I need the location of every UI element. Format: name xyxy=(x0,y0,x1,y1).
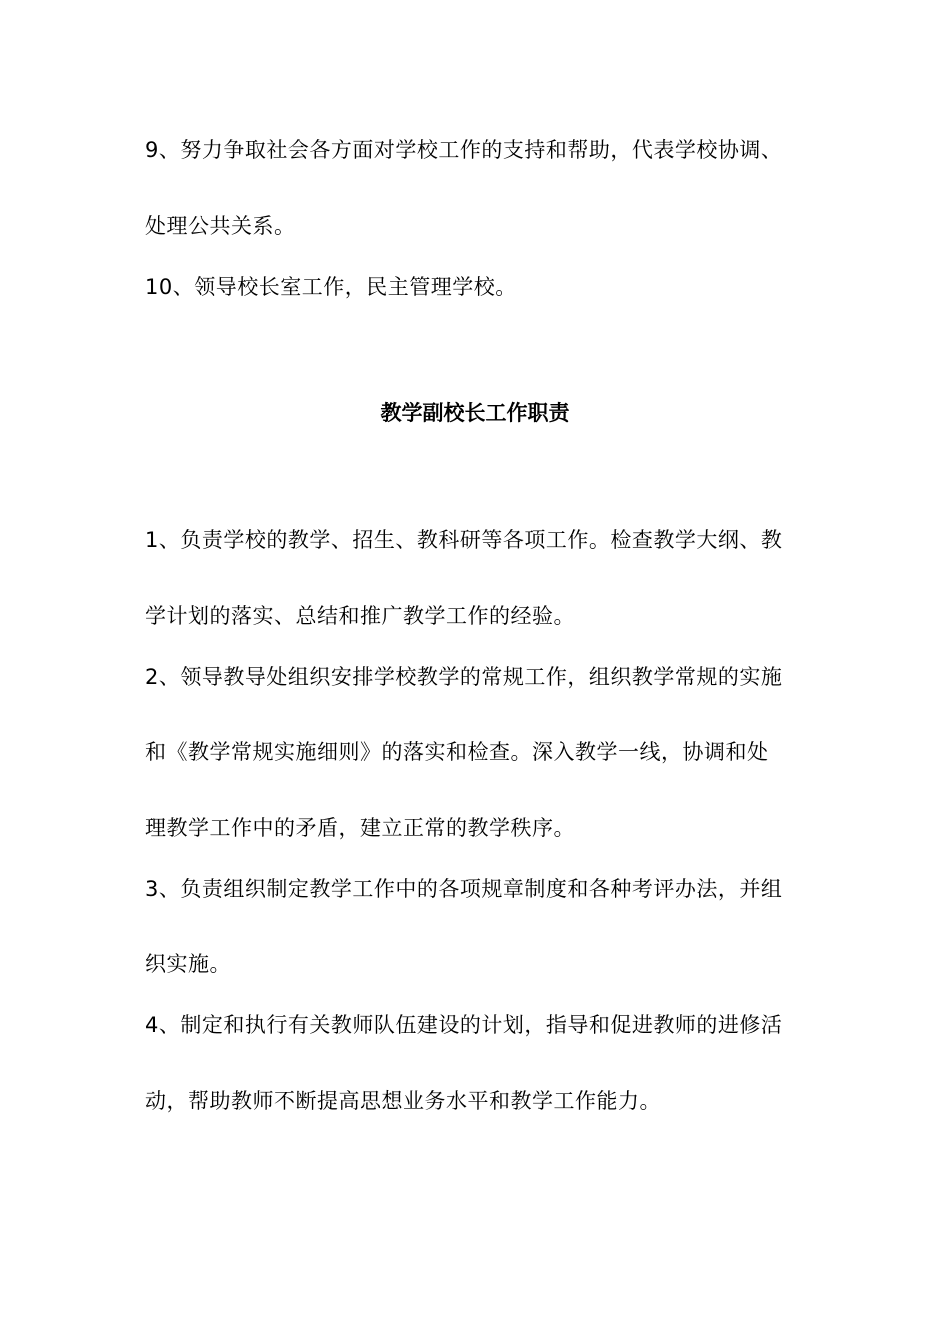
duty-1-line-1: 1、负责学校的教学、招生、教科研等各项工作。检查教学大纲、教 xyxy=(145,528,783,552)
section-title: 教学副校长工作职责 xyxy=(380,401,570,425)
duty-3-line-2: 织实施。 xyxy=(145,952,231,976)
duty-2-line-3: 理教学工作中的矛盾，建立正常的教学秩序。 xyxy=(145,816,575,840)
item-10-line-1: 10、领导校长室工作，民主管理学校。 xyxy=(145,275,517,299)
item-9-line-1: 9、努力争取社会各方面对学校工作的支持和帮助，代表学校协调、 xyxy=(145,138,783,162)
duty-2-line-1: 2、领导教导处组织安排学校教学的常规工作，组织教学常规的实施 xyxy=(145,665,783,689)
duty-4-line-2: 动，帮助教师不断提高思想业务水平和教学工作能力。 xyxy=(145,1089,661,1113)
duty-2-line-2: 和《教学常规实施细则》的落实和检查。深入教学一线，协调和处 xyxy=(145,740,769,764)
item-9-line-2: 处理公共关系。 xyxy=(145,214,296,238)
duty-1-line-2: 学计划的落实、总结和推广教学工作的经验。 xyxy=(145,604,575,628)
duty-4-line-1: 4、制定和执行有关教师队伍建设的计划，指导和促进教师的进修活 xyxy=(145,1013,783,1037)
duty-3-line-1: 3、负责组织制定教学工作中的各项规章制度和各种考评办法，并组 xyxy=(145,877,783,901)
